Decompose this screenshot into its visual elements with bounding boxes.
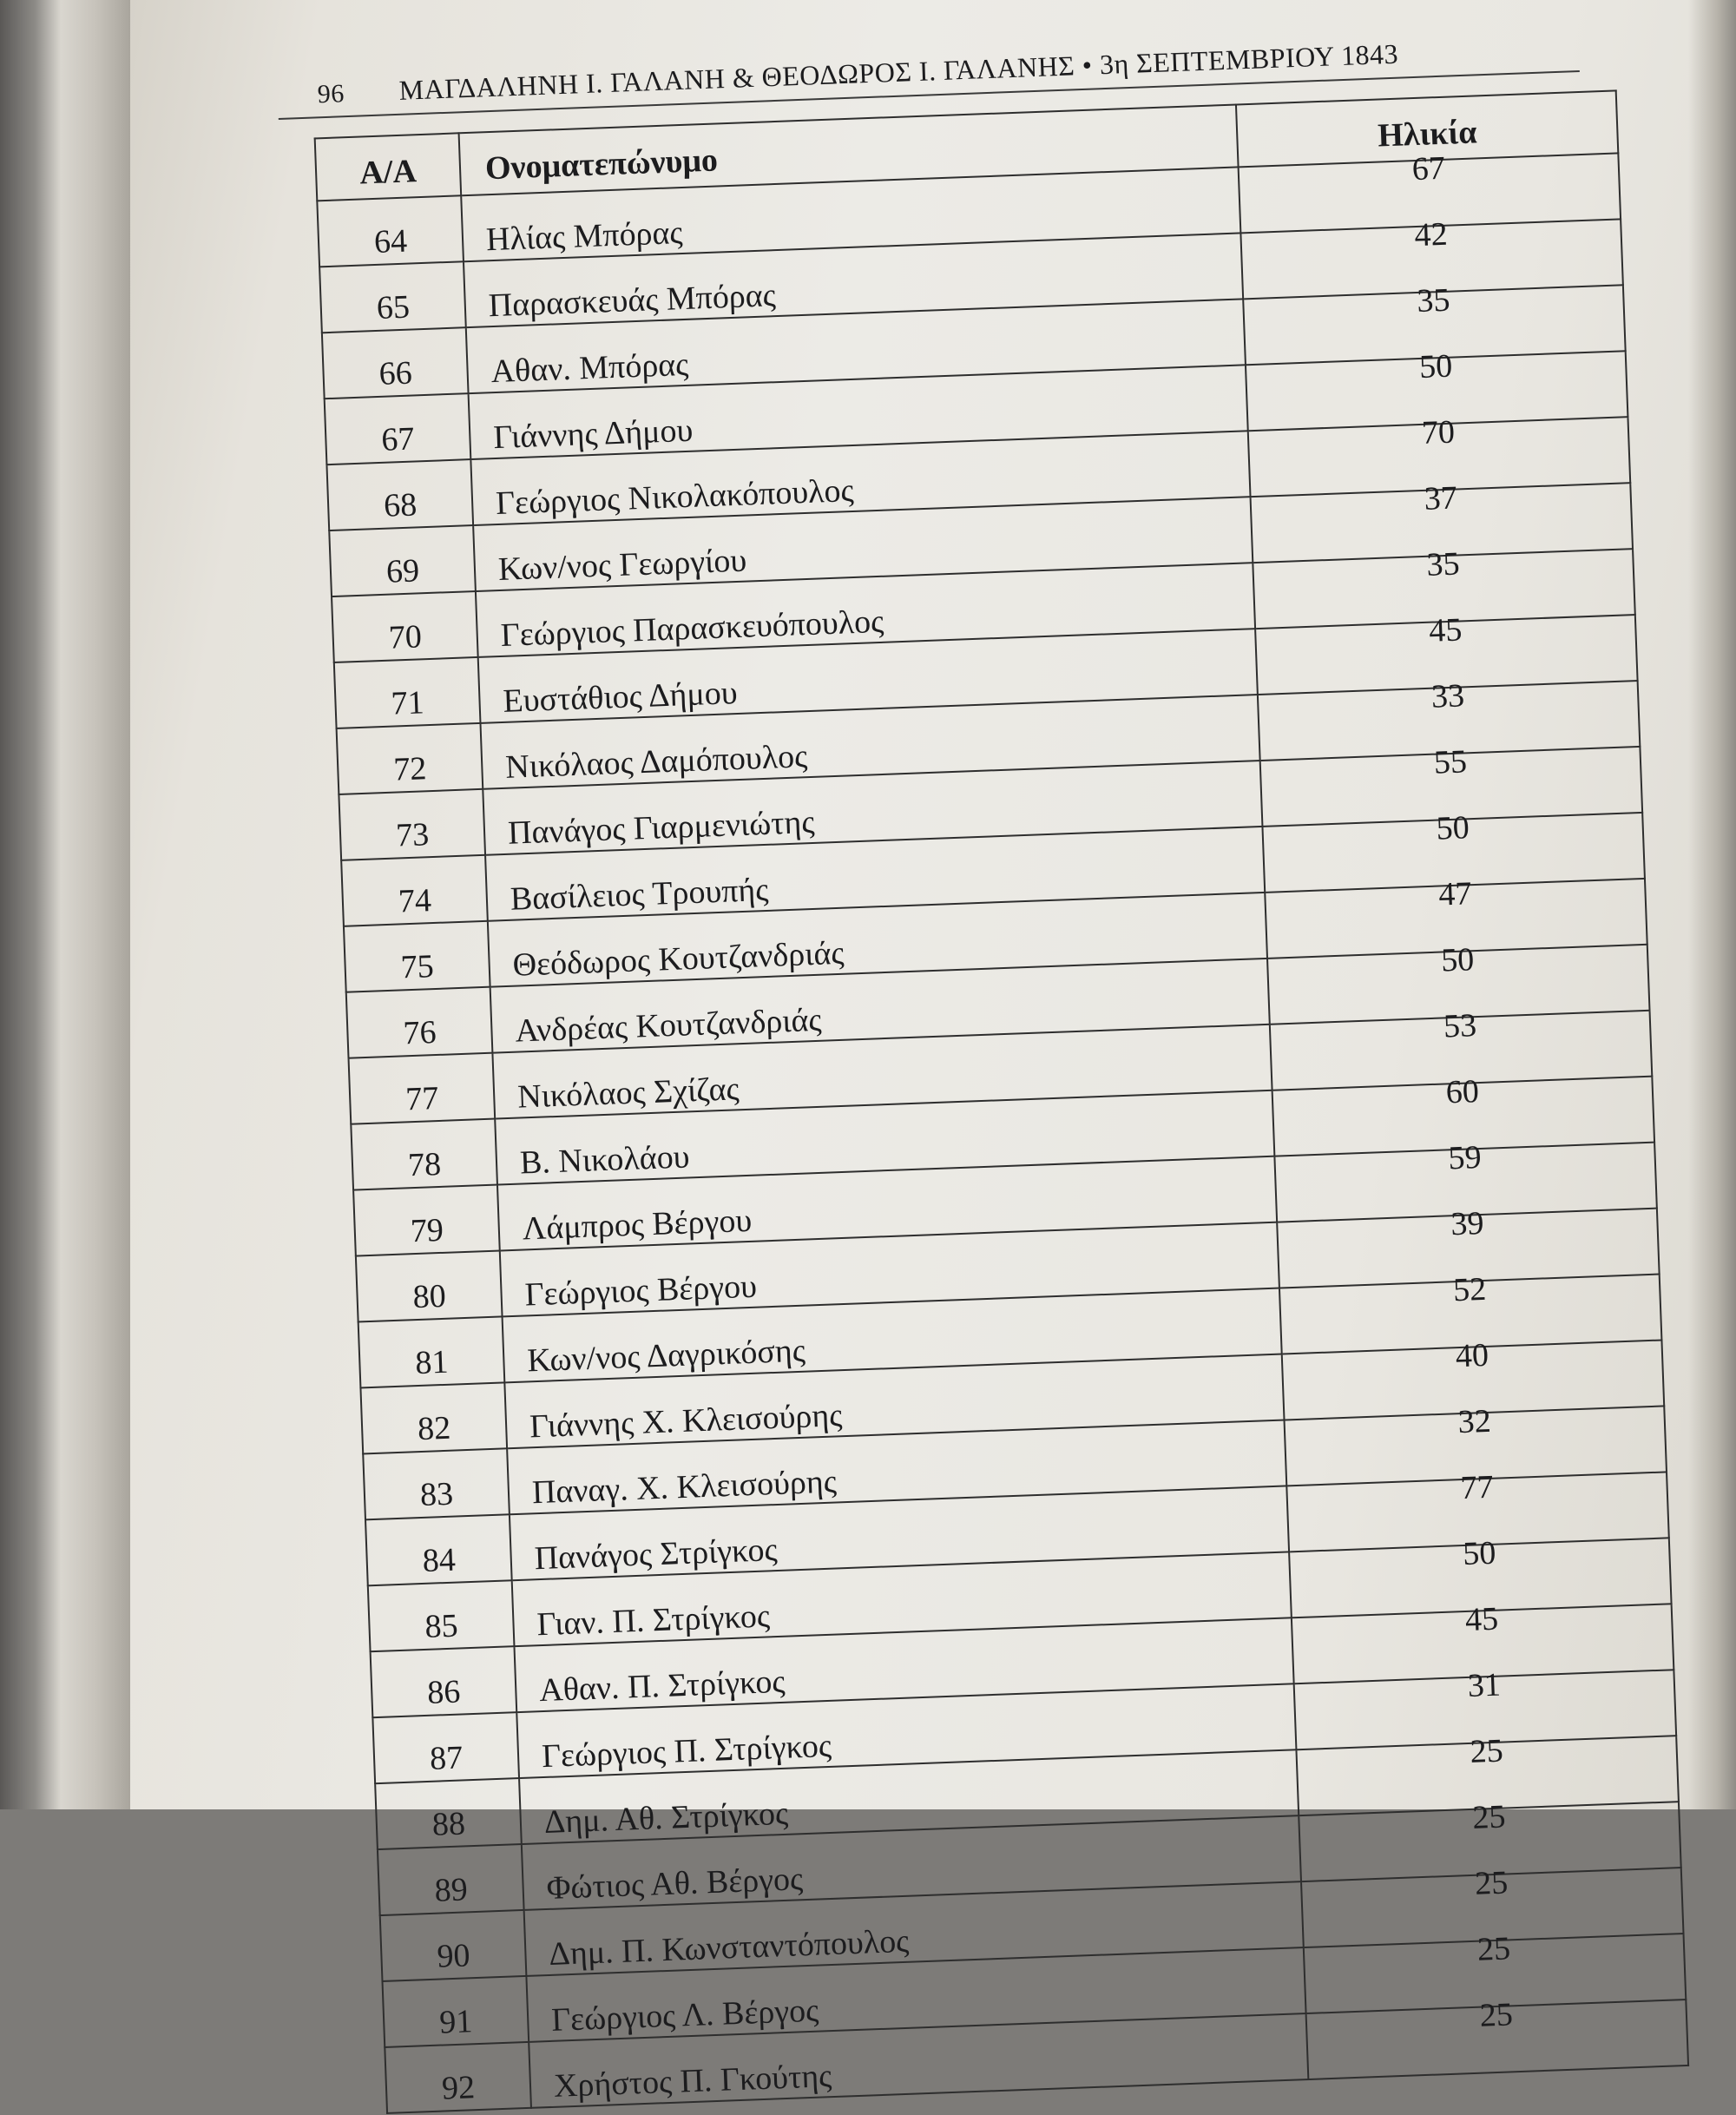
- row-number: 92: [385, 2042, 531, 2113]
- row-name: Παρασκευάς Μπόρας: [464, 233, 1243, 327]
- row-age: 50: [1440, 941, 1475, 979]
- page-number: 96: [317, 79, 345, 109]
- row-age: 25: [1474, 1864, 1509, 1902]
- page-shadow: [1688, 0, 1736, 1809]
- row-age: 59: [1447, 1138, 1483, 1177]
- row-name: Γιάννης Χ. Κλεισούρης: [504, 1354, 1284, 1449]
- row-name: Γεώργιος Παρασκευόπουλος: [476, 563, 1255, 657]
- row-age: 37: [1423, 479, 1458, 517]
- row-number: 78: [351, 1119, 497, 1190]
- row-age: 70: [1421, 413, 1456, 451]
- row-name: Γεώργιος Λ. Βέργος: [526, 1947, 1305, 2042]
- row-name: Γεώργιος Π. Στρίγκος: [516, 1683, 1296, 1778]
- row-age: 35: [1425, 545, 1461, 583]
- row-age: 33: [1430, 677, 1465, 715]
- row-age: 67: [1411, 149, 1446, 188]
- row-name: Θεόδωρος Κουτζανδριάς: [488, 893, 1267, 987]
- row-name: Δημ. Π. Κωνσταντόπουλος: [524, 1881, 1304, 1976]
- row-number: 82: [360, 1382, 507, 1453]
- row-number: 70: [332, 591, 478, 662]
- row-age: 25: [1469, 1732, 1504, 1770]
- header-age-label: Ηλικία: [1377, 114, 1478, 155]
- row-number: 83: [363, 1448, 510, 1519]
- row-age: 52: [1452, 1270, 1487, 1309]
- row-name: Χρήστος Π. Γκούτης: [529, 2013, 1308, 2108]
- row-number: 79: [353, 1185, 500, 1256]
- names-table: [314, 89, 1689, 2114]
- row-age: 45: [1428, 611, 1463, 649]
- row-name: Πανάγος Γιαρμενιώτης: [483, 761, 1262, 855]
- row-number: 84: [365, 1514, 512, 1585]
- row-name: Νικόλαος Σχίζας: [492, 1025, 1272, 1119]
- row-name: Φώτιος Αθ. Βέργος: [522, 1815, 1301, 1910]
- row-name: Κων/νος Δαγρικόσης: [503, 1288, 1282, 1383]
- row-number: 67: [325, 393, 471, 465]
- row-age: 53: [1443, 1007, 1477, 1045]
- row-number: 75: [344, 921, 490, 992]
- table-body: [317, 149, 1688, 2112]
- row-age: 77: [1459, 1468, 1495, 1507]
- row-name: Γιάννης Δήμου: [469, 365, 1248, 459]
- row-age: 25: [1471, 1798, 1507, 1836]
- row-number: 69: [329, 525, 476, 596]
- row-age: 50: [1462, 1534, 1497, 1573]
- row-name: Λάμπρος Βέργου: [497, 1156, 1277, 1251]
- row-age: 50: [1435, 809, 1470, 847]
- header-aa: Α/Α: [315, 133, 462, 201]
- row-number: 66: [322, 327, 469, 399]
- row-number: 89: [378, 1844, 524, 1915]
- row-number: 77: [349, 1053, 496, 1124]
- row-name: Γεώργιος Νικολακόπουλος: [470, 431, 1250, 525]
- book-spine-edge: [0, 0, 130, 1809]
- row-number: 64: [317, 195, 464, 267]
- row-age: 50: [1418, 347, 1453, 385]
- row-age: 25: [1476, 1930, 1511, 1968]
- row-name: Ανδρέας Κουτζανδριάς: [490, 959, 1270, 1053]
- row-number: 80: [356, 1250, 503, 1321]
- row-number: 71: [334, 657, 481, 728]
- row-number: 86: [371, 1646, 517, 1717]
- row-age: 31: [1467, 1666, 1502, 1704]
- row-number: 90: [380, 1910, 527, 1981]
- row-name: Κων/νος Γεωργίου: [473, 497, 1253, 591]
- page-content: [276, 4, 1653, 2115]
- row-age: 42: [1413, 215, 1449, 254]
- row-number: 74: [341, 855, 488, 926]
- row-name: Πανάγος Στρίγκος: [510, 1486, 1289, 1580]
- row-name: Ηλίας Μπόρας: [461, 167, 1240, 261]
- row-age: 25: [1479, 1996, 1514, 2034]
- row-age: 32: [1457, 1402, 1492, 1441]
- row-age: 40: [1455, 1336, 1489, 1375]
- row-number: 91: [383, 1976, 529, 2047]
- row-name: Παναγ. Χ. Κλεισούρης: [507, 1420, 1286, 1514]
- row-age: 60: [1445, 1073, 1480, 1111]
- row-name: Αθαν. Π. Στρίγκος: [514, 1618, 1293, 1712]
- row-number: 76: [346, 987, 493, 1058]
- row-number: 68: [326, 459, 473, 530]
- row-number: 87: [372, 1712, 519, 1783]
- row-number: 72: [337, 723, 483, 794]
- row-number: 65: [319, 261, 466, 333]
- row-name: Δημ. Αθ. Στρίγκος: [519, 1749, 1299, 1844]
- row-age: 47: [1437, 875, 1473, 913]
- row-number: 73: [339, 789, 485, 860]
- row-number: 88: [375, 1778, 522, 1849]
- row-age: 45: [1464, 1600, 1499, 1638]
- row-age-cell: [1306, 1996, 1688, 2079]
- row-name: Γιαν. Π. Στρίγκος: [512, 1552, 1292, 1646]
- row-name: Β. Νικολάου: [495, 1090, 1274, 1185]
- row-age: 39: [1450, 1204, 1485, 1243]
- row-name: Γεώργιος Βέργου: [500, 1222, 1279, 1317]
- running-head-title: ΜΑΓΔΑΛΗΝΗ Ι. ΓΑΛΑΝΗ & ΘΕΟΔΩΡΟΣ Ι. ΓΑΛΑΝΗΣ • 3η ΣΕΠΤΕΜΒΡΙΟΥ 1843: [398, 37, 1399, 106]
- row-age: 35: [1416, 281, 1451, 320]
- row-name: Βασίλειος Τρουπής: [485, 827, 1265, 921]
- header-name: Ονοματεπώνυμο: [459, 105, 1239, 196]
- row-name: Αθαν. Μπόρας: [466, 299, 1246, 393]
- row-number: 85: [368, 1580, 515, 1651]
- row-name: Ευστάθιος Δήμου: [478, 629, 1258, 723]
- row-number: 81: [358, 1316, 505, 1387]
- row-name: Νικόλαος Δαμόπουλος: [480, 695, 1259, 789]
- row-age: 55: [1433, 743, 1468, 781]
